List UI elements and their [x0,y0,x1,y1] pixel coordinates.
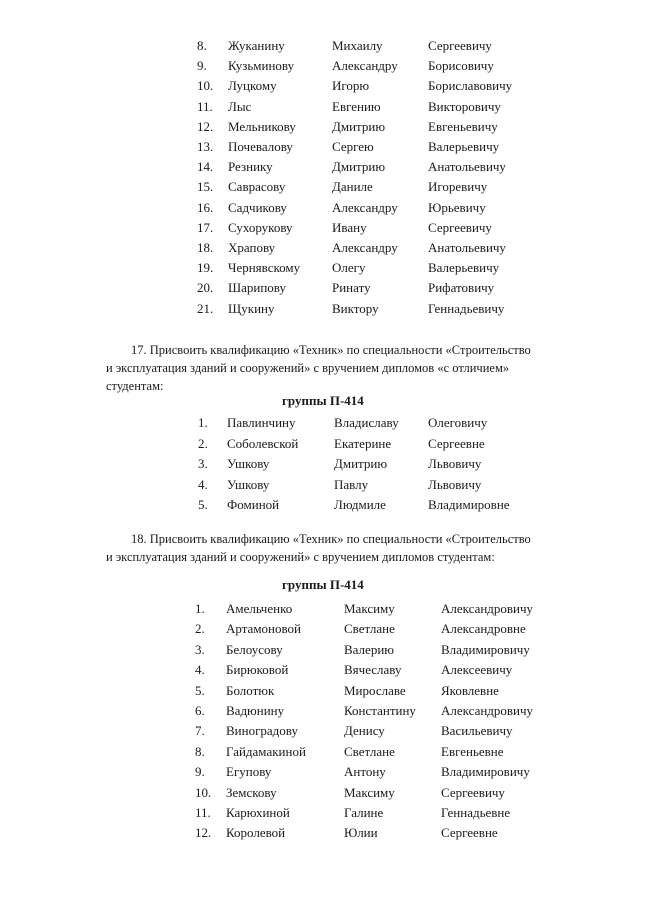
item-number: 16. [197,199,214,215]
patronymic: Владимировичу [441,641,530,657]
paragraph-17-line-1: 17. Присвоить квалификацию «Техник» по специальности «Строительство [131,343,531,357]
paragraph-17-line-2: и эксплуатация зданий и сооружений» с вручением дипломов «с отличием» [106,361,510,375]
patronymic: Борисовичу [428,58,494,74]
given-name: Константину [344,703,416,718]
patronymic: Геннадьевне [441,805,511,820]
surname: Почевалову [228,139,293,154]
given-name: Евгению [332,98,381,114]
given-name: Сергею [332,139,374,154]
patronymic: Львовичу [428,456,482,471]
item-number: 11. [197,98,213,114]
given-name: Ринату [332,280,371,296]
surname: Вадюнину [226,703,285,718]
surname: Виноградову [226,723,298,739]
item-number: 4. [198,476,208,492]
given-name: Владиславу [334,415,399,430]
surname: Земскову [226,784,277,800]
surname: Шарипову [228,280,286,296]
surname: Соболевской [227,435,299,451]
patronymic: Валерьевичу [428,260,500,276]
surname: Королевой [226,825,286,841]
surname: Щукину [228,300,275,316]
patronymic: Владимировне [428,497,510,512]
patronymic: Сергеевне [441,825,498,841]
given-name: Денису [344,723,385,739]
surname: Артамоновой [226,621,302,637]
surname: Храпову [228,240,276,255]
surname: Егупову [226,764,272,780]
item-number: 20. [197,280,214,296]
given-name: Александру [332,199,398,215]
surname: Резнику [228,159,273,175]
patronymic: Александровне [441,621,526,637]
given-name: Павлу [334,476,369,492]
item-number: 13. [197,139,214,154]
surname: Фоминой [227,497,280,512]
patronymic: Евгеньевне [441,743,504,759]
patronymic: Евгеньевичу [428,118,498,134]
given-name: Дмитрию [332,159,386,175]
given-name: Ивану [332,219,367,235]
patronymic: Геннадьевичу [428,300,505,316]
surname: Белоусову [226,641,283,657]
surname: Луцкому [228,78,277,94]
patronymic: Львовичу [428,476,482,492]
patronymic: Бориславовичу [428,78,513,94]
given-name: Мирославе [344,682,406,698]
item-number: 3. [198,456,208,471]
surname: Жуканину [228,38,285,53]
item-number: 12. [197,118,214,134]
paragraph-17 [106,341,614,395]
item-number: 21. [197,300,214,316]
item-number: 3. [195,641,205,657]
given-name: Виктору [332,300,379,316]
given-name: Даниле [332,179,373,195]
given-name: Вячеславу [344,662,402,678]
patronymic: Яковлевне [441,682,499,698]
item-number: 14. [197,159,214,175]
patronymic: Анатольевичу [428,240,506,255]
paragraph-18 [106,530,614,566]
item-number: 9. [195,764,205,780]
surname: Мельникову [228,118,296,134]
given-name: Светлане [344,743,395,759]
given-name: Александру [332,58,398,74]
given-name: Михаилу [332,38,383,53]
surname: Павлинчину [227,415,296,430]
given-name: Игорю [332,78,370,94]
patronymic: Рифатовичу [428,280,495,296]
patronymic: Сергеевичу [428,219,492,235]
item-number: 15. [197,179,214,195]
patronymic: Сергеевичу [428,38,492,53]
given-name: Олегу [332,260,366,276]
item-number: 5. [195,682,205,698]
patronymic: Сергеевне [428,435,485,451]
patronymic: Александровичу [441,703,534,718]
patronymic: Алексеевичу [441,662,513,678]
surname: Ушкову [227,456,270,471]
item-number: 10. [197,78,214,94]
surname: Сухорукову [228,219,293,235]
item-number: 2. [198,435,208,451]
patronymic: Анатольевичу [428,159,506,175]
surname: Кузьминову [228,58,295,74]
given-name: Юлии [344,825,378,841]
surname: Лыс [228,98,252,114]
surname: Гайдамакиной [226,743,306,759]
item-number: 5. [198,497,208,512]
paragraph-17-line-3: студентам: [106,379,164,393]
item-number: 1. [195,601,205,616]
given-name: Валерию [344,641,394,657]
item-number: 12. [195,825,212,841]
given-name: Светлане [344,621,395,637]
patronymic: Васильевичу [441,723,513,739]
surname: Карюхиной [226,805,290,820]
surname: Чернявскому [228,260,301,276]
group-heading-regular: группы П-414 [282,577,364,592]
item-number: 10. [195,784,212,800]
patronymic: Александровичу [441,601,534,616]
given-name: Антону [344,764,386,780]
given-name: Людмиле [334,497,386,512]
item-number: 8. [197,38,207,53]
given-name: Галине [344,805,384,820]
given-name: Александру [332,240,398,255]
given-name: Максиму [344,601,395,616]
item-number: 18. [197,240,214,255]
patronymic: Олеговичу [428,415,488,430]
given-name: Дмитрию [332,118,386,134]
surname: Ушкову [227,476,270,492]
group-heading-honors: группы П-414 [282,393,364,408]
surname: Болотюк [226,682,275,698]
item-number: 4. [195,662,205,678]
surname: Бирюковой [226,662,289,678]
paragraph-18-line-2: и эксплуатация зданий и сооружений» с вручением дипломов студентам: [106,550,495,564]
given-name: Максиму [344,784,395,800]
item-number: 2. [195,621,205,637]
patronymic: Владимировичу [441,764,530,780]
surname: Амельченко [226,601,293,616]
item-number: 8. [195,743,205,759]
surname: Садчикову [228,199,287,215]
item-number: 6. [195,703,205,718]
paragraph-18-line-1: 18. Присвоить квалификацию «Техник» по специальности «Строительство [131,532,531,546]
item-number: 19. [197,260,214,276]
patronymic: Валерьевичу [428,139,500,154]
item-number: 9. [197,58,207,74]
patronymic: Сергеевичу [441,784,505,800]
surname: Саврасову [228,179,286,195]
item-number: 7. [195,723,205,739]
item-number: 1. [198,415,208,430]
item-number: 11. [195,805,211,820]
patronymic: Юрьевичу [428,199,486,215]
item-number: 17. [197,219,214,235]
patronymic: Игоревичу [428,179,488,195]
given-name: Екатерине [334,435,392,451]
patronymic: Викторовичу [428,98,501,114]
given-name: Дмитрию [334,456,388,471]
